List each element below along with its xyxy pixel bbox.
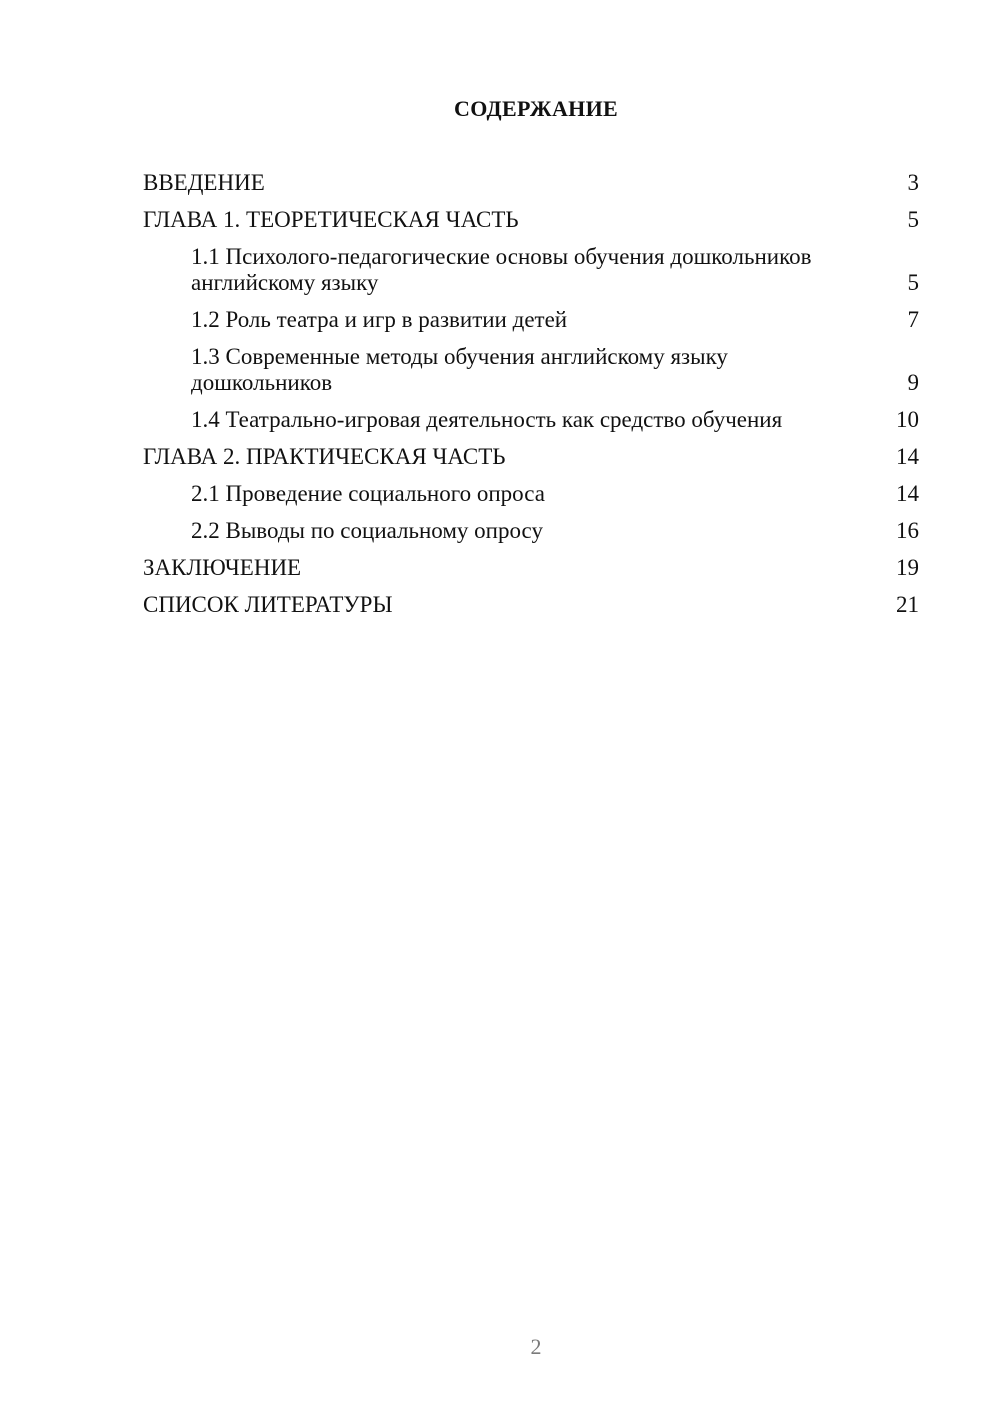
toc-entry-text: 1.4 Театрально-игровая деятельность как средство обучения [191,407,783,432]
toc-entry-bibliography [143,592,919,618]
toc-entry-text: ЗАКЛЮЧЕНИЕ [143,555,302,580]
toc-entry-text: ВВЕДЕНИЕ [143,170,265,195]
toc-entry-text: 1.3 Современные методы обучения английскому языку дошкольников [191,344,728,395]
toc-entry-text: 1.2 Роль театра и игр в развитии детей [191,307,568,332]
toc-page-number: 3 [907,170,919,195]
toc-entry-section-2-1 [143,481,919,507]
toc-entry-chapter-2 [143,444,919,470]
toc-entry-introduction [143,170,919,196]
toc-page-number: 9 [907,370,919,395]
toc-page-number: 5 [907,270,919,295]
toc-page-number: 21 [896,592,919,617]
toc-entry-text: СПИСОК ЛИТЕРАТУРЫ [143,592,393,617]
toc-page-number: 14 [896,481,919,506]
toc-entry-conclusion [143,555,919,581]
toc-entry-section-2-2 [143,518,919,544]
toc-entry-text: 1.1 Психолого-педагогические основы обучения дошкольников английскому языку [191,244,812,295]
toc-entry-text: 2.1 Проведение социального опроса [191,481,545,506]
toc-entry-section-1-2 [143,307,919,333]
toc-entry-section-1-1 [143,244,919,296]
page-title: СОДЕРЖАНИЕ [454,96,618,121]
toc-entry-text: ГЛАВА 1. ТЕОРЕТИЧЕСКАЯ ЧАСТЬ [143,207,519,232]
toc-page-number: 10 [896,407,919,432]
toc-entry-section-1-4 [143,407,919,433]
toc-page-number: 7 [907,307,919,332]
toc-page-number: 19 [896,555,919,580]
page-number: 2 [530,1334,542,1359]
toc-page-number: 14 [896,444,919,469]
table-of-contents [143,170,919,629]
toc-entry-text: 2.2 Выводы по социальному опросу [191,518,543,543]
toc-page-number: 16 [896,518,919,543]
toc-entry-text: ГЛАВА 2. ПРАКТИЧЕСКАЯ ЧАСТЬ [143,444,506,469]
toc-entry-section-1-3 [143,344,919,396]
toc-entry-chapter-1 [143,207,919,233]
toc-page-number: 5 [907,207,919,232]
